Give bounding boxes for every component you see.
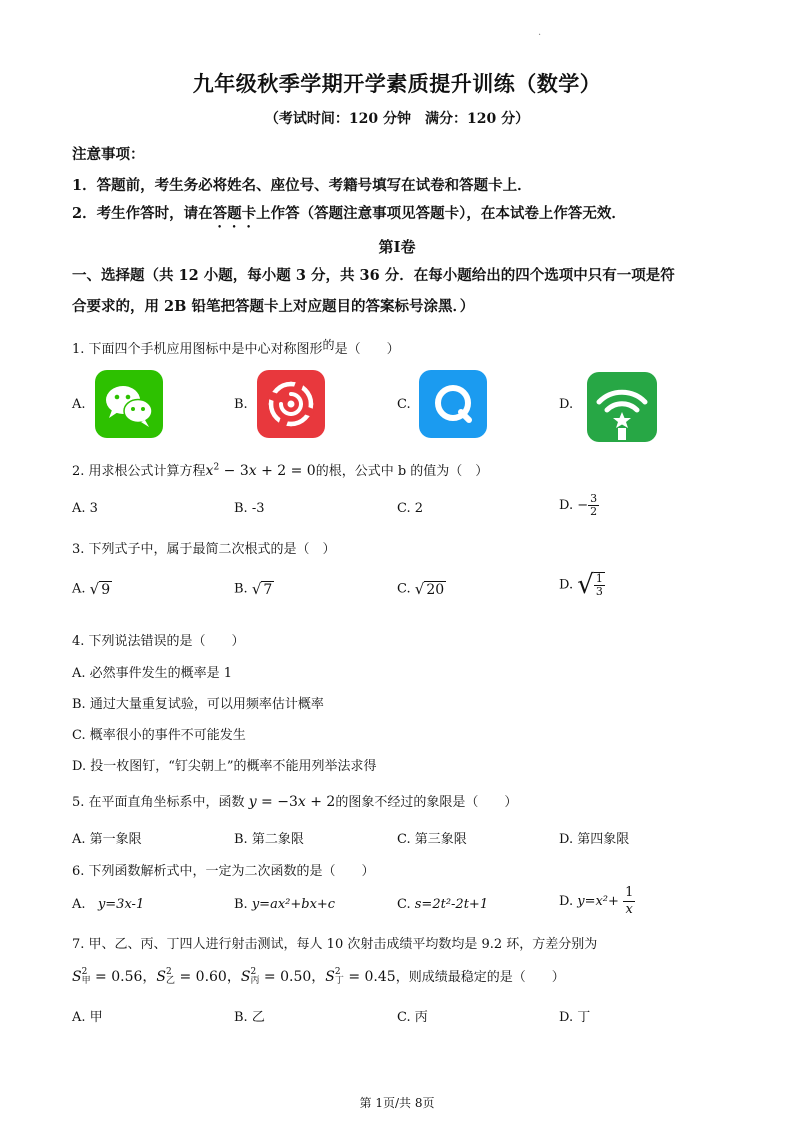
notice-heading: 注意事项： — [72, 146, 145, 163]
question-6-option-c — [397, 897, 488, 912]
q5-plus: + 2 — [305, 794, 336, 810]
question-2-option-b: B. -3 — [234, 501, 265, 516]
radical-icon: √ — [414, 580, 425, 598]
question-6-stem: 6. 下列函数解析式中，一定为二次函数的是（ ） — [72, 864, 375, 879]
q2-d-label: D. — [559, 498, 574, 513]
question-7-option-b: B. 乙 — [234, 1010, 265, 1025]
q7-ding-sub: 丁 — [334, 976, 344, 986]
question-5-option-c: C. 第三象限 — [397, 832, 467, 847]
q2-minus: − 3 — [219, 463, 249, 479]
question-4-option-b: B. 通过大量重复试验，可以用频率估计概率 — [72, 697, 324, 712]
question-1-stem-pre: 1. 下面四个手机应用图标中是中心对称图形 — [72, 342, 323, 357]
q6-b-expr: y=ax²+bx+c — [251, 897, 336, 912]
q2-d-fraction — [588, 493, 599, 518]
q3-b-radicand: 7 — [263, 582, 273, 598]
question-7-option-a: A. 甲 — [72, 1010, 103, 1025]
q7-yi-val: = 0.60， — [175, 969, 241, 985]
q7-jia-sub: 甲 — [81, 976, 91, 986]
question-7-stem: 7. 甲、乙、丙、丁四人进行射击测试，每人 10 次射击成绩平均数均是 9.2 环，方差分别为 — [72, 937, 598, 952]
q6-c-expr: s=2t²-2t+1 — [414, 897, 489, 912]
part1-instruction-line2: 合要求的，用 2B 铅笔把答题卡上对应题目的答案标号涂黑．） — [72, 298, 475, 315]
wifi-icon — [587, 372, 657, 442]
question-6-option-d — [559, 885, 635, 918]
q7-jia-scripts — [82, 968, 91, 986]
q7-yi-scripts — [166, 968, 175, 986]
question-5-stem-post: 的图象不经过的象限是（ ） — [335, 795, 518, 810]
q6-d-den: x — [625, 902, 633, 917]
q6-a-expr: y=3x-1 — [97, 897, 145, 912]
question-6-option-a — [72, 897, 144, 912]
q6-d-fraction — [623, 885, 635, 918]
q7-stem-post: ，则成绩最稳定的是（ ） — [395, 970, 565, 985]
q6-c-label: C. — [397, 897, 411, 912]
question-2-option-a: A. 3 — [72, 501, 98, 516]
q2-sup: 2 — [213, 462, 220, 473]
q7-s-yi: S — [156, 969, 167, 985]
notice-item-2-pre: 2．考生作答时，请在 — [72, 205, 213, 222]
q2-d-den: 2 — [590, 505, 598, 518]
question-1-option-a: A. — [72, 397, 86, 412]
q6-d-label: D. — [559, 894, 574, 909]
q3-c-sqrt — [415, 580, 446, 598]
radical-icon: √ — [577, 570, 594, 600]
q2-var-x: x — [205, 463, 214, 479]
q7-jia-val: = 0.56， — [90, 969, 157, 985]
question-4-option-d: D. 投一枚图钉，“钉尖朝上”的概率不能用列举法求得 — [72, 759, 377, 774]
q3-a-sqrt — [90, 580, 112, 598]
q3-d-fraction — [594, 572, 605, 598]
question-5-option-b: B. 第二象限 — [234, 832, 304, 847]
question-1-stem-post: 是（ ） — [334, 342, 400, 357]
q7-yi-sub: 乙 — [166, 976, 176, 986]
question-7-option-d: D. 丁 — [559, 1010, 591, 1025]
question-4-option-a: A. 必然事件发生的概率是 1 — [72, 666, 233, 681]
part1-instruction-line1: 一、选择题（共 12 小题，每小题 3 分，共 36 分．在每小题给出的四个选项中只有一项是符 — [72, 267, 675, 284]
question-5-option-a: A. 第一象限 — [72, 832, 142, 847]
question-3-option-d — [559, 570, 605, 600]
notice-item-1: 1．答题前，考生务必将姓名、座位号、考籍号填写在试卷和答题卡上． — [72, 177, 532, 194]
page-subtitle: （考试时间：120 分钟 满分：120 分） — [264, 111, 530, 127]
q7-s-ding: S — [325, 969, 335, 985]
q5-eq: = −3 — [256, 794, 298, 810]
question-5-stem-pre: 5. 在平面直角坐标系中，函数 — [72, 795, 245, 810]
question-1-option-c: C. — [397, 397, 411, 412]
question-3-option-a — [72, 580, 112, 598]
q7-jia-sup: 2 — [81, 967, 88, 977]
question-2-stem-pre: 2. 用求根公式计算方程 — [72, 464, 206, 479]
q3-c-label: C. — [397, 581, 411, 597]
dot-mark: · — [538, 30, 542, 41]
page-number: 第 1页/共 8页 — [359, 1096, 435, 1110]
qq-browser-icon — [419, 370, 487, 438]
q2-d-num: 3 — [590, 492, 598, 505]
question-4-stem: 4. 下列说法错误的是（ ） — [72, 634, 245, 649]
question-1-stem-de: 的 — [322, 338, 335, 352]
q7-ding-sup: 2 — [334, 967, 341, 977]
q2-var-x2: x — [248, 463, 257, 479]
question-6-option-b — [234, 897, 335, 912]
question-2-stem-post: 的根，公式中 b 的值为（ ） — [315, 464, 489, 479]
q2-plus: + 2 = 0 — [256, 463, 316, 479]
q3-b-sqrt — [252, 580, 274, 598]
q7-s-bing: S — [240, 969, 251, 985]
notice-item-2-post: 上作答（答题注意事项见答题卡），在本试卷上作答无效． — [256, 205, 626, 222]
q3-a-radicand: 9 — [101, 582, 111, 598]
question-7-variances — [72, 966, 565, 986]
question-1-option-d: D. — [559, 397, 574, 412]
question-1-option-b: B. — [234, 397, 248, 412]
question-4-option-c: C. 概率很小的事件不可能发生 — [72, 728, 246, 743]
volume-heading: 第Ⅰ卷 — [378, 238, 416, 256]
q3-d-den: 3 — [595, 585, 603, 598]
question-2-option-d — [559, 493, 599, 518]
question-2-stem — [72, 460, 488, 479]
q6-a-label: A. — [72, 897, 86, 912]
q5-var-x: x — [297, 794, 306, 810]
wechat-icon — [95, 370, 163, 438]
notice-item-2 — [72, 202, 626, 231]
q6-d-expr: y=x²+ — [577, 894, 619, 909]
radical-icon: √ — [251, 580, 262, 598]
q3-d-sqrt — [577, 570, 605, 600]
q2-d-minus: − — [577, 498, 589, 513]
q3-d-label: D. — [559, 577, 574, 593]
q7-bing-val: = 0.50， — [259, 969, 326, 985]
q7-yi-sup: 2 — [166, 967, 172, 977]
notice-item-2-emphasis: 答题卡 — [212, 205, 257, 222]
question-1-stem — [72, 336, 400, 357]
q6-d-num: 1 — [625, 885, 634, 900]
sohu-news-icon — [257, 370, 325, 438]
q7-ding-val: = 0.45 — [343, 969, 396, 985]
question-5-option-d: D. 第四象限 — [559, 832, 630, 847]
question-2-option-c: C. 2 — [397, 501, 424, 516]
q3-a-label: A. — [72, 581, 86, 597]
question-3-stem: 3. 下列式子中，属于最简二次根式的是（ ） — [72, 542, 336, 557]
q3-c-radicand: 20 — [426, 582, 445, 598]
q7-ding-scripts — [335, 968, 344, 986]
question-3-option-b — [234, 580, 274, 598]
question-5-stem — [72, 791, 517, 810]
q7-s-jia: S — [72, 969, 82, 985]
page-title: 九年级秋季学期开学素质提升训练（数学） — [192, 71, 602, 96]
q3-b-label: B. — [234, 581, 248, 597]
q6-b-label: B. — [234, 897, 248, 912]
question-3-option-c — [397, 580, 446, 598]
q7-bing-sub: 丙 — [250, 976, 260, 986]
q5-var-y: y — [248, 794, 257, 810]
question-7-option-c: C. 丙 — [397, 1010, 428, 1025]
q3-d-num: 1 — [595, 572, 603, 585]
q7-bing-sup: 2 — [250, 967, 257, 977]
radical-icon: √ — [89, 580, 100, 598]
